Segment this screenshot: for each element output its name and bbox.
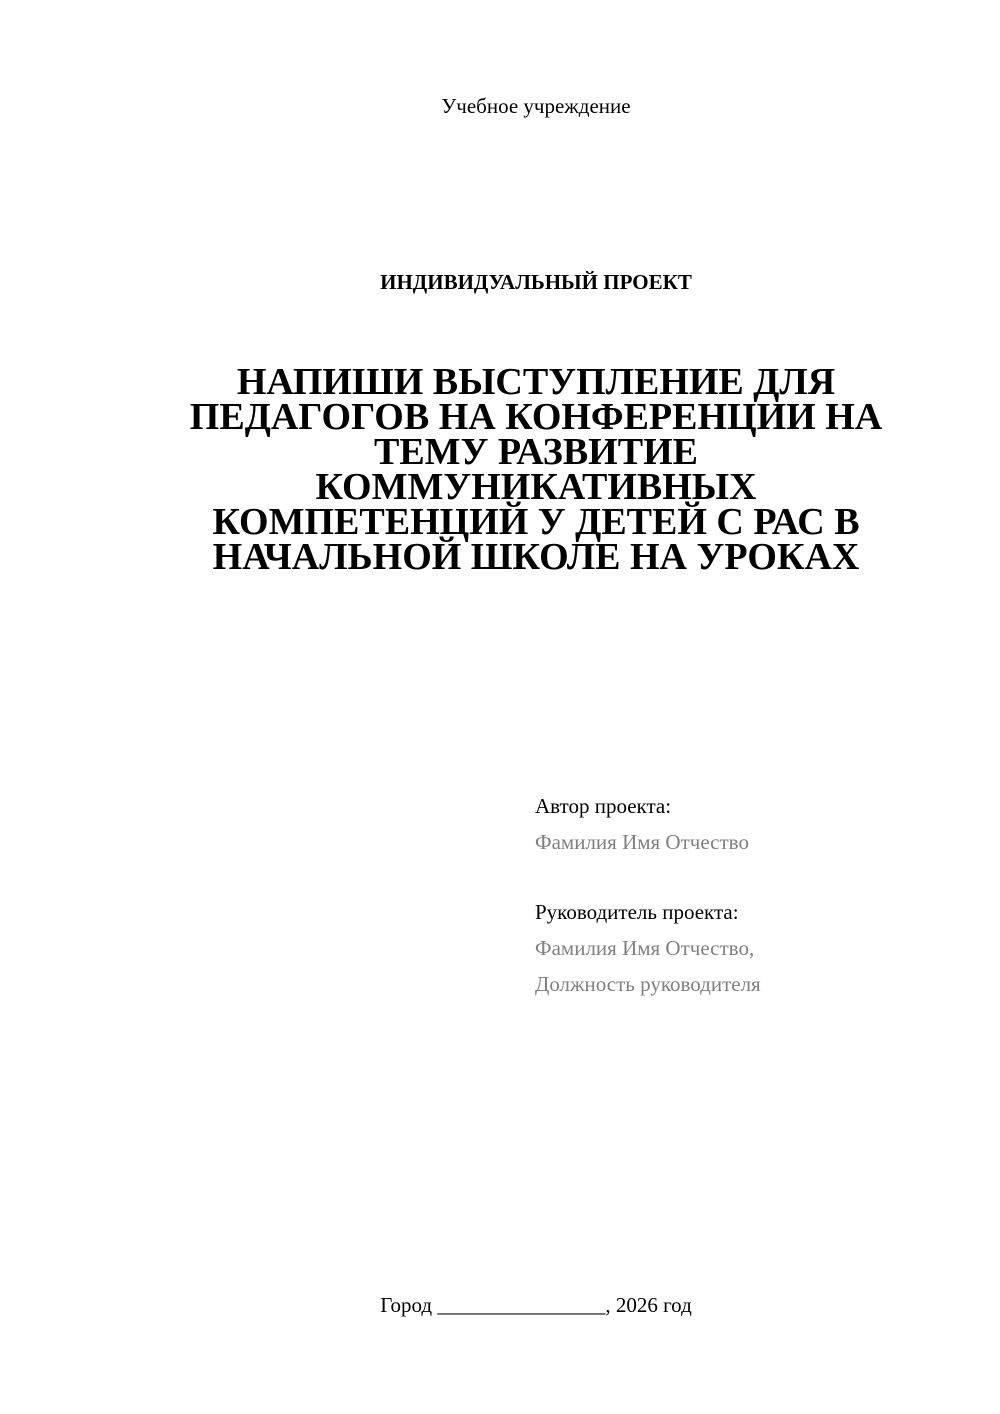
supervisor-label: Руководитель проекта: bbox=[535, 900, 739, 924]
city-year-line: Город ________________, 2026 год bbox=[380, 1293, 692, 1317]
project-title bbox=[170, 361, 902, 578]
credits-block bbox=[535, 788, 975, 1002]
author-name: Фамилия Имя Отчество bbox=[535, 830, 749, 854]
document-type: ИНДИВИДУАЛЬНЫЙ ПРОЕКТ bbox=[380, 270, 692, 294]
title-line: КОМПЕТЕНЦИЙ У ДЕТЕЙ С РАС В bbox=[212, 501, 860, 543]
title-line: НАЧАЛЬНОЙ ШКОЛЕ НА УРОКАХ bbox=[212, 536, 860, 578]
title-line: ТЕМУ РАЗВИТИЕ bbox=[373, 431, 698, 473]
institution-name: Учебное учреждение bbox=[441, 94, 631, 118]
title-line: ПЕДАГОГОВ НА КОНФЕРЕНЦИИ НА bbox=[189, 396, 883, 438]
spacer bbox=[535, 860, 975, 894]
supervisor-position: Должность руководителя bbox=[535, 972, 761, 996]
title-line: НАПИШИ ВЫСТУПЛЕНИЕ ДЛЯ bbox=[236, 361, 836, 403]
supervisor-name: Фамилия Имя Отчество, bbox=[535, 936, 755, 960]
title-line: КОММУНИКАТИВНЫХ bbox=[315, 466, 757, 508]
author-label: Автор проекта: bbox=[535, 794, 672, 818]
